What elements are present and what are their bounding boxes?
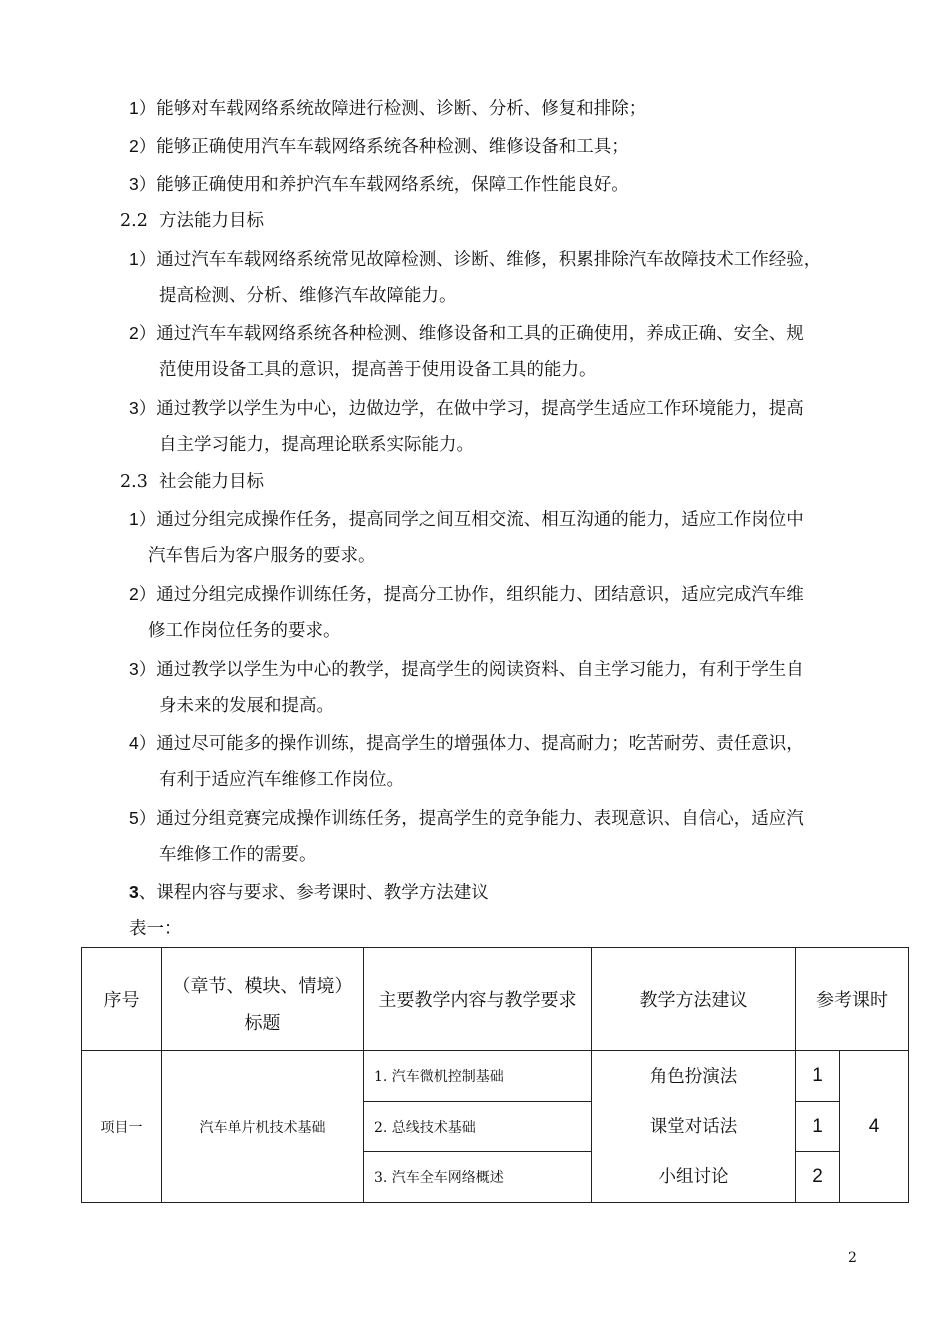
table-label: 表一： xyxy=(129,919,182,939)
row-hours-3: 2 xyxy=(796,1152,840,1203)
method-goal-3: 3）通过教学以学生为中心，边做边学，在做中学习，提高学生适应工作环境能力，提高 xyxy=(129,398,804,419)
social-goal-4: 4）通过尽可能多的操作训练，提高学生的增强体力、提高耐力；吃苦耐劳、责任意识， xyxy=(129,733,804,754)
row-hours-total: 4 xyxy=(840,1051,909,1203)
social-goal-2-cont: 修工作岗位任务的要求。 xyxy=(148,621,341,641)
section-2-2-heading: 2.2 方法能力目标 xyxy=(120,211,264,231)
header-hours: 参考课时 xyxy=(796,948,909,1051)
table-row xyxy=(82,1051,909,1102)
section-3-heading: 3、课程内容与要求、参考课时、教学方法建议 xyxy=(129,882,489,903)
header-title-line1: （章节、模块、情境） xyxy=(172,976,353,996)
row-hours-1: 1 xyxy=(796,1051,840,1102)
prof-goal-1: 1）能够对车载网络系统故障进行检测、诊断、分析、修复和排除； xyxy=(129,98,647,119)
header-content: 主要教学内容与教学要求 xyxy=(364,948,592,1051)
row-hours-2: 1 xyxy=(796,1102,840,1152)
method-goal-3-cont: 自主学习能力，提高理论联系实际能力。 xyxy=(159,435,474,455)
prof-goal-2: 2）能够正确使用汽车车载网络系统各种检测、维修设备和工具； xyxy=(129,136,629,157)
social-goal-3-cont: 身未来的发展和提高。 xyxy=(159,696,334,716)
social-goal-4-cont: 有利于适应汽车维修工作岗位。 xyxy=(159,770,404,790)
method-goal-1-cont: 提高检测、分析、维修汽车故障能力。 xyxy=(159,286,457,306)
method-1: 角色扮演法 xyxy=(649,1066,738,1087)
row-content-3: 3. 汽车全车网络概述 xyxy=(364,1152,592,1203)
table-header-row xyxy=(82,948,909,1051)
social-goal-5-cont: 车维修工作的需要。 xyxy=(159,845,317,865)
row-title: 汽车单片机技术基础 xyxy=(162,1051,364,1203)
header-title xyxy=(162,948,364,1051)
method-goal-2: 2）通过汽车车载网络系统各种检测、维修设备和工具的正确使用，养成正确、安全、规 xyxy=(129,323,804,344)
social-goal-1: 1）通过分组完成操作任务，提高同学之间互相交流、相互沟通的能力，适应工作岗位中 xyxy=(129,509,804,530)
social-goal-3: 3）通过教学以学生为中心的教学，提高学生的阅读资料、自主学习能力，有利于学生自 xyxy=(129,659,804,680)
method-3: 小组讨论 xyxy=(658,1166,729,1187)
social-goal-1-cont: 汽车售后为客户服务的要求。 xyxy=(148,546,376,566)
page-number: 2 xyxy=(848,1250,857,1266)
section-2-3-heading: 2.3 社会能力目标 xyxy=(120,472,264,492)
method-goal-2-cont: 范使用设备工具的意识，提高善于使用设备工具的能力。 xyxy=(159,360,597,380)
row-content-2: 2. 总线技术基础 xyxy=(364,1102,592,1152)
method-goal-1: 1）通过汽车车载网络系统常见故障检测、诊断、维修，积累排除汽车故障技术工作经验， xyxy=(129,249,822,270)
method-2: 课堂对话法 xyxy=(649,1116,738,1137)
row-content-1: 1. 汽车微机控制基础 xyxy=(364,1051,592,1102)
row-seq: 项目一 xyxy=(82,1051,162,1203)
social-goal-5: 5）通过分组竞赛完成操作训练任务，提高学生的竞争能力、表现意识、自信心，适应汽 xyxy=(129,808,804,829)
header-seq: 序号 xyxy=(82,948,162,1051)
course-table xyxy=(81,947,909,1203)
header-title-line2: 标题 xyxy=(244,1013,281,1033)
prof-goal-3: 3）能够正确使用和养护汽车车载网络系统，保障工作性能良好。 xyxy=(129,174,629,195)
social-goal-2: 2）通过分组完成操作训练任务，提高分工协作，组织能力、团结意识，适应完成汽车维 xyxy=(129,584,804,605)
header-method: 教学方法建议 xyxy=(592,948,796,1051)
row-methods xyxy=(592,1051,796,1203)
